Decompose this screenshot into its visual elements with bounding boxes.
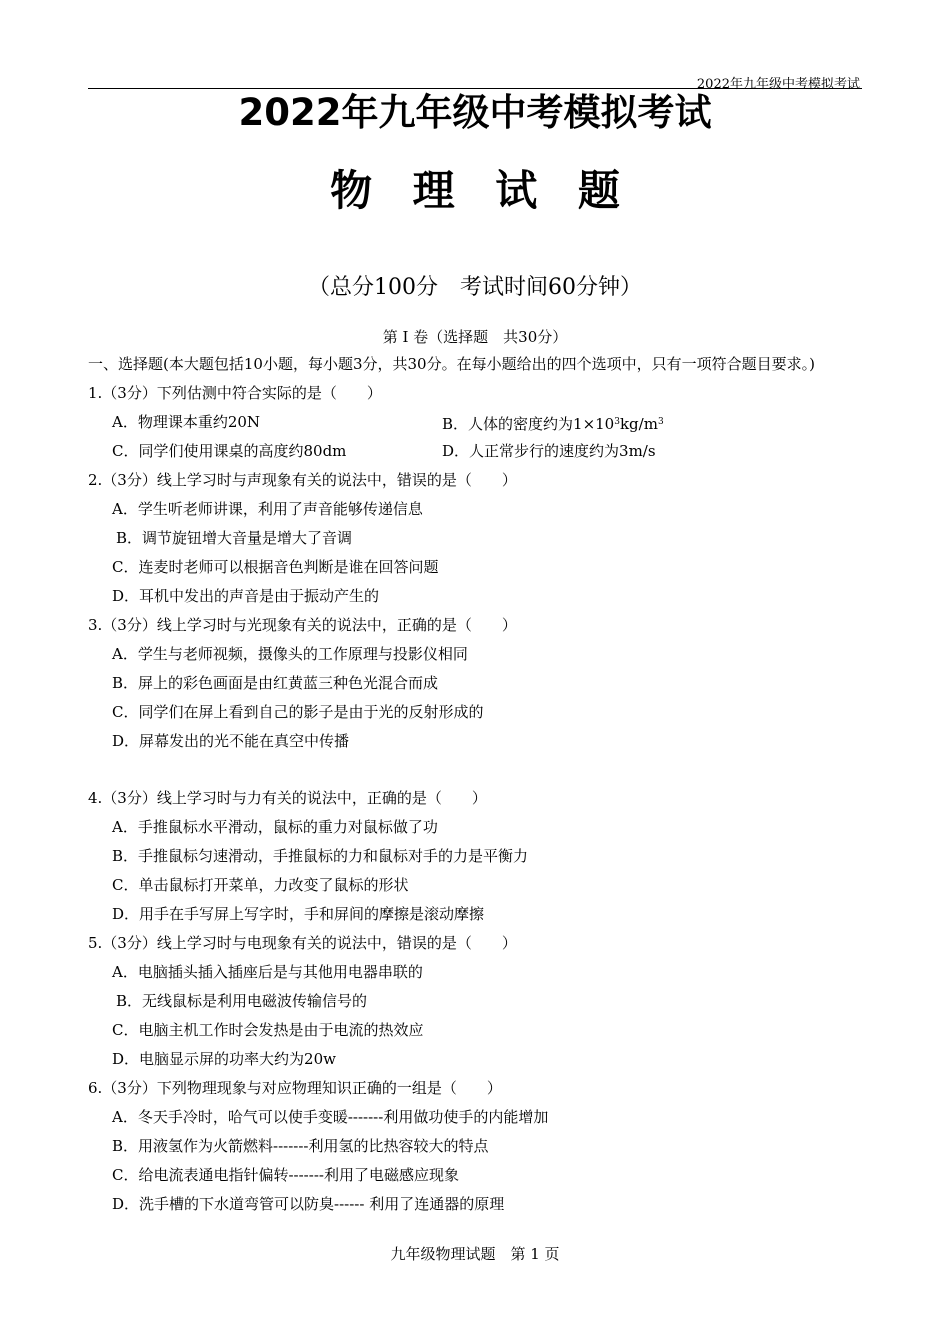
question-2-option-b: B．调节旋钮增大音量是增大了音调 [116, 529, 353, 547]
page-footer: 九年级物理试题 第 1 页 [390, 1245, 560, 1263]
question-6-option-c: C．给电流表通电指针偏转-------利用了电磁感应现象 [112, 1166, 459, 1184]
question-2-option-d: D．耳机中发出的声音是由于振动产生的 [112, 587, 380, 605]
question-4-stem: 4.（3分）线上学习时与力有关的说法中，正确的是（ ） [88, 789, 487, 807]
question-3-option-d: D．屏幕发出的光不能在真空中传播 [112, 732, 350, 750]
question-1-options-row-1 [88, 408, 864, 437]
section-title: 第 I 卷（选择题 共30分） [382, 328, 568, 346]
question-4-option-c: C．单击鼠标打开菜单，力改变了鼠标的形状 [112, 876, 409, 894]
question-3-option-c: C．同学们在屏上看到自己的影子是由于光的反射形成的 [112, 703, 484, 721]
question-5-option-c: C．电脑主机工作时会发热是由于电流的热效应 [112, 1021, 424, 1039]
question-1-options-row-2 [88, 437, 864, 466]
question-1-option-d: D．人正常步行的速度约为3m/s [442, 442, 656, 460]
question-1-option-b-unit: kg/m [619, 415, 658, 433]
question-1-option-b-unit-exponent: 3 [657, 417, 664, 427]
blank-spacer [88, 756, 864, 784]
question-1-option-b-exponent: 3 [614, 417, 620, 427]
question-3-stem: 3.（3分）线上学习时与光现象有关的说法中，正确的是（ ） [88, 616, 517, 634]
question-5-option-b: B．无线鼠标是利用电磁波传输信号的 [116, 992, 368, 1010]
question-5-option-d: D．电脑显示屏的功率大约为20w [112, 1050, 336, 1068]
exam-title: 2022年九年级中考模拟考试 [238, 91, 712, 134]
question-1-option-a: A．物理课本重约20N [112, 413, 261, 431]
question-4-option-b: B．手推鼠标匀速滑动，手推鼠标的力和鼠标对手的力是平衡力 [112, 847, 529, 865]
question-1-stem: 1.（3分）下列估测中符合实际的是（ ） [88, 384, 382, 402]
question-6-option-a: A．冬天手冷时，哈气可以使手变暖-------利用做功使手的内能增加 [112, 1108, 549, 1126]
question-5-option-a: A．电脑插头插入插座后是与其他用电器串联的 [112, 963, 423, 981]
question-6-option-b: B．用液氢作为火箭燃料-------利用氢的比热容较大的特点 [112, 1137, 489, 1155]
question-2-option-a: A．学生听老师讲课，利用了声音能够传递信息 [112, 500, 423, 518]
question-1-option-b [442, 408, 664, 437]
exam-content [88, 350, 864, 1219]
question-1-option-c: C．同学们使用课桌的高度约80dm [112, 442, 347, 460]
question-3-option-b: B．屏上的彩色画面是由红黄蓝三种色光混合而成 [112, 674, 439, 692]
question-1-option-b-text: B．人体的密度约为1×10 [442, 415, 615, 433]
subject-title: 物 理 试 题 [330, 166, 620, 215]
question-6-option-d: D．洗手槽的下水道弯管可以防臭------ 利用了连通器的原理 [112, 1195, 505, 1213]
question-4-option-a: A．手推鼠标水平滑动，鼠标的重力对鼠标做了功 [112, 818, 438, 836]
question-4-option-d: D．用手在手写屏上写字时，手和屏间的摩擦是滚动摩擦 [112, 905, 485, 923]
question-2-stem: 2.（3分）线上学习时与声现象有关的说法中，错误的是（ ） [88, 471, 517, 489]
question-6-stem: 6.（3分）下列物理现象与对应物理知识正确的一组是（ ） [88, 1079, 502, 1097]
question-5-stem: 5.（3分）线上学习时与电现象有关的说法中，错误的是（ ） [88, 934, 517, 952]
question-2-option-c: C．连麦时老师可以根据音色判断是谁在回答问题 [112, 558, 439, 576]
section-instruction: 一、选择题(本大题包括10小题，每小题3分，共30分。在每小题给出的四个选项中，只有一项符合题目要求。) [88, 355, 815, 373]
question-3-option-a: A．学生与老师视频，摄像头的工作原理与投影仪相同 [112, 645, 468, 663]
page-header-text: 2022年九年级中考模拟考试 [696, 77, 860, 92]
score-info: （总分100分 考试时间60分钟） [308, 275, 642, 300]
